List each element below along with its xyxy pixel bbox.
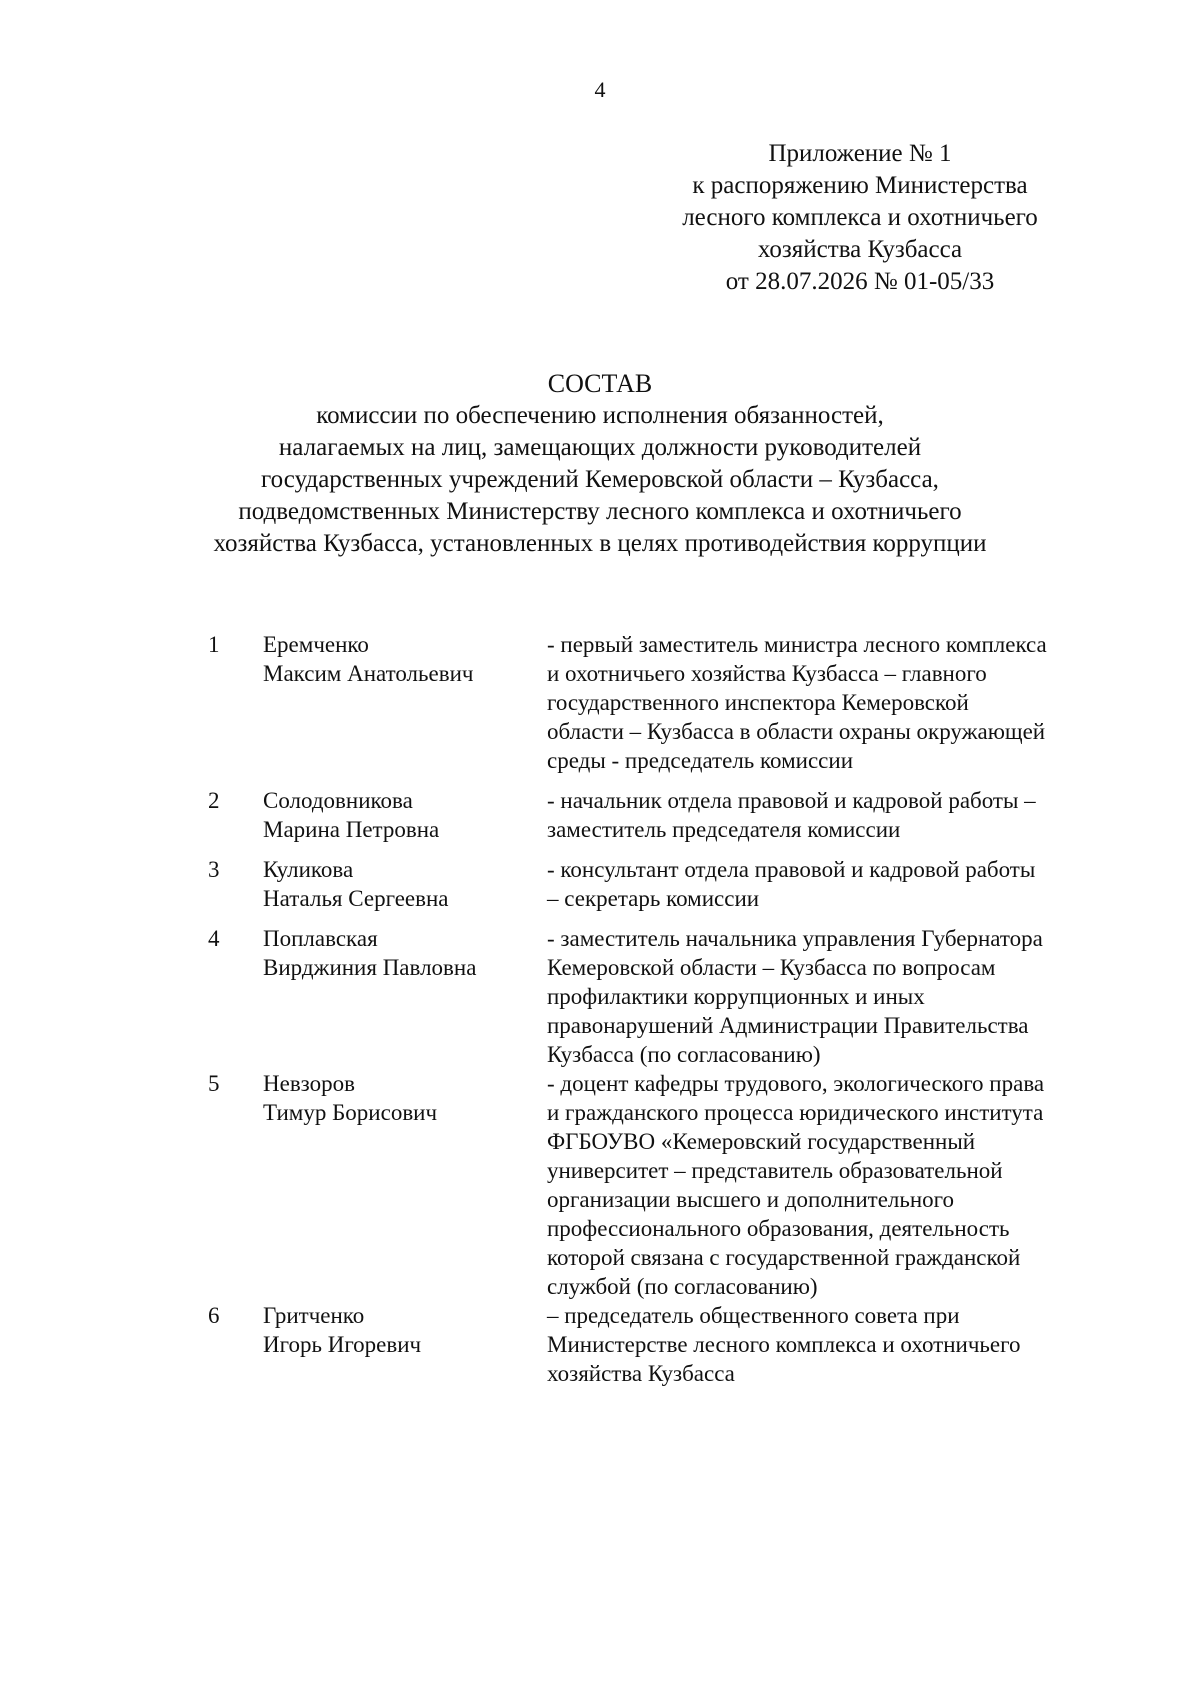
member-given-name: Наталья Сергеевна <box>263 886 449 911</box>
role-line: заместитель председателя комиссии <box>547 817 901 842</box>
member-role <box>547 924 1120 1069</box>
member-name <box>263 786 547 844</box>
member-row <box>200 1301 1120 1388</box>
appendix-line: лесного комплекса и охотничьего <box>682 204 1038 231</box>
member-role <box>547 855 1120 913</box>
member-number: 2 <box>208 788 220 813</box>
member-surname: Невзоров <box>263 1071 355 1096</box>
role-line: – председатель общественного совета при <box>547 1303 960 1328</box>
role-line: университет – представитель образовательной <box>547 1158 1003 1183</box>
member-surname: Куликова <box>263 857 354 882</box>
role-line: организации высшего и дополнительного <box>547 1187 955 1212</box>
member-given-name: Игорь Игоревич <box>263 1332 422 1357</box>
member-given-name: Максим Анатольевич <box>263 661 474 686</box>
role-line: профессионального образования, деятельность <box>547 1216 1010 1241</box>
role-line: государственного инспектора Кемеровской <box>547 690 969 715</box>
member-number: 6 <box>208 1303 220 1328</box>
member-role <box>547 1069 1120 1301</box>
member-row <box>200 786 1120 844</box>
member-row <box>200 630 1120 775</box>
role-line: области – Кузбасса в области охраны окружающей <box>547 719 1046 744</box>
role-line: хозяйства Кузбасса <box>547 1361 735 1386</box>
role-line: Министерстве лесного комплекса и охотничьего <box>547 1332 1021 1357</box>
member-name <box>263 1301 547 1359</box>
role-line: Кузбасса (по согласованию) <box>547 1042 821 1067</box>
role-line: профилактики коррупционных и иных <box>547 984 925 1009</box>
role-line: ФГБОУВО «Кемеровский государственный <box>547 1129 976 1154</box>
appendix-line: хозяйства Кузбасса <box>757 236 963 263</box>
role-line: и гражданского процесса юридического института <box>547 1100 1044 1125</box>
member-number: 3 <box>208 857 220 882</box>
appendix-line: Приложение № 1 <box>768 140 952 167</box>
member-surname: Гритченко <box>263 1303 365 1328</box>
member-row <box>200 1069 1120 1301</box>
role-line: правонарушений Администрации Правительства <box>547 1013 1029 1038</box>
title-line: государственных учреждений Кемеровской области – Кузбасса, <box>261 466 939 493</box>
member-row <box>200 924 1120 1069</box>
appendix-line: к распоряжению Министерства <box>692 172 1028 199</box>
title-heading: СОСТАВ <box>547 369 653 398</box>
member-name <box>263 924 547 982</box>
role-line: - заместитель начальника управления Губернатора <box>547 926 1043 951</box>
role-line: и охотничьего хозяйства Кузбасса – главного <box>547 661 987 686</box>
member-row <box>200 855 1120 913</box>
appendix-block <box>640 138 1080 298</box>
member-surname: Поплавская <box>263 926 378 951</box>
member-number: 1 <box>208 632 220 657</box>
member-name <box>263 1069 547 1127</box>
role-line: которой связана с государственной гражданской <box>547 1245 1021 1270</box>
member-role <box>547 786 1120 844</box>
page-number: 4 <box>594 77 606 102</box>
role-line: - первый заместитель министра лесного комплекса <box>547 632 1047 657</box>
document-title <box>160 368 1040 560</box>
role-line: Кемеровской области – Кузбасса по вопросам <box>547 955 996 980</box>
member-surname: Еремченко <box>263 632 369 657</box>
appendix-date-line: от 28.07.2026 № 01-05/33 <box>725 268 995 295</box>
title-line: комиссии по обеспечению исполнения обязанностей, <box>316 402 884 429</box>
role-line: службой (по согласованию) <box>547 1274 818 1299</box>
member-name <box>263 630 547 688</box>
member-role <box>547 630 1120 775</box>
member-number: 4 <box>208 926 220 951</box>
role-line: - начальник отдела правовой и кадровой работы – <box>547 788 1036 813</box>
member-given-name: Марина Петровна <box>263 817 440 842</box>
title-line: подведомственных Министерству лесного комплекса и охотничьего <box>238 498 962 525</box>
title-line: налагаемых на лиц, замещающих должности руководителей <box>278 434 922 461</box>
title-line: хозяйства Кузбасса, установленных в целях противодействия коррупции <box>213 530 987 557</box>
role-line: - консультант отдела правовой и кадровой работы <box>547 857 1036 882</box>
member-list <box>200 630 1120 1388</box>
member-number: 5 <box>208 1071 220 1096</box>
role-line: среды - председатель комиссии <box>547 748 853 773</box>
member-surname: Солодовникова <box>263 788 413 813</box>
member-role <box>547 1301 1120 1388</box>
member-given-name: Вирджиния Павловна <box>263 955 477 980</box>
member-given-name: Тимур Борисович <box>263 1100 438 1125</box>
role-line: – секретарь комиссии <box>547 886 760 911</box>
role-line: - доцент кафедры трудового, экологического права <box>547 1071 1045 1096</box>
member-name <box>263 855 547 913</box>
